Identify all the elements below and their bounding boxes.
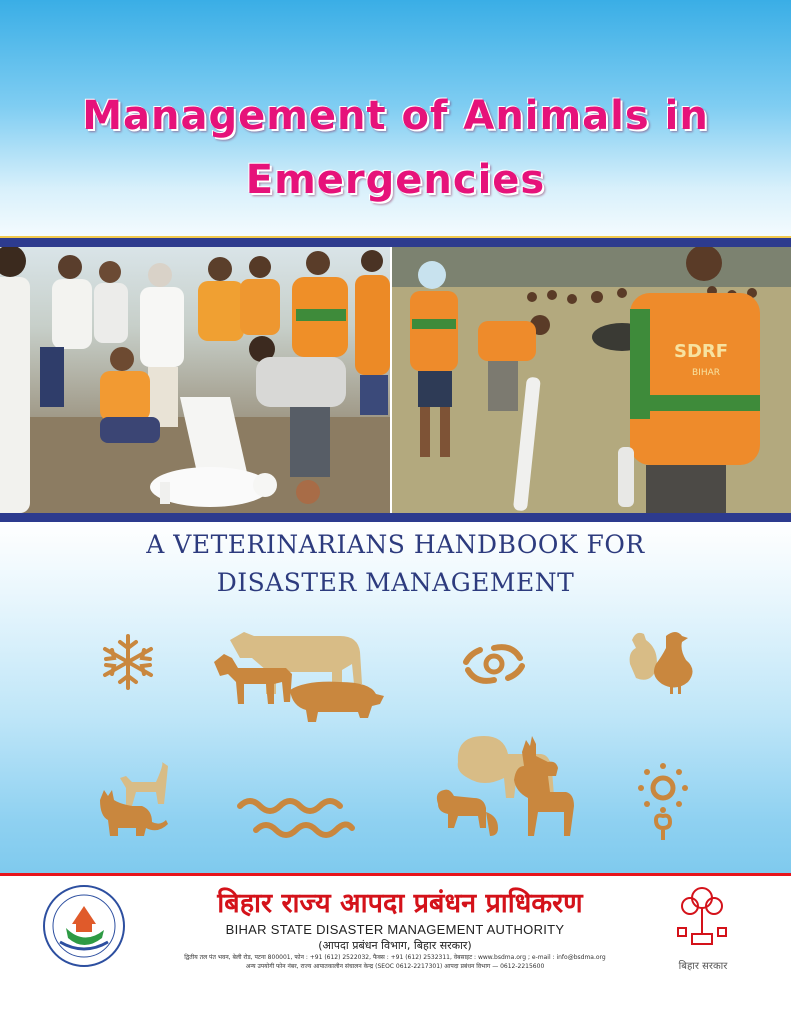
authority-name-english: BIHAR STATE DISASTER MANAGEMENT AUTHORITY <box>225 922 565 937</box>
cyclone-icon <box>458 634 530 694</box>
hen-duck-icon <box>626 626 700 696</box>
sdrf-shirt-text: SDRF <box>674 341 729 362</box>
dog-cat-icon <box>96 760 176 840</box>
government-of-bihar-label: बिहार सरकार <box>678 961 728 972</box>
lion-deer-monkey-icon <box>428 732 578 840</box>
cattle-goat-pig-icon <box>210 618 390 736</box>
volunteers-goat-photo <box>0 247 390 513</box>
sdrf-water-rescue-photo <box>392 247 791 513</box>
bottom-divider <box>0 513 791 522</box>
sun-drought-icon <box>636 762 690 842</box>
handbook-subtitle-line1: A VETERINARIANS HANDBOOK FOR <box>146 530 645 559</box>
cover-title-line2: Emergencies <box>245 157 546 203</box>
department-hindi: (आपदा प्रबंधन विभाग, बिहार सरकार) <box>318 939 472 952</box>
cover-title <box>0 84 791 212</box>
cover-title-line1: Management of Animals in <box>82 93 709 139</box>
sdrf-shirt-subtext: BIHAR <box>692 368 721 378</box>
address-line1: द्वितीय तल पंत भवन, बेली रोड, पटना 800001, फोन : +91 (612) 2522032, फैक्स : +91 (612) 2532311, वेबसाइट : www.bsdma.org ; e-mail : info@bsdma.org <box>184 954 606 961</box>
flood-waves-icon <box>236 796 356 842</box>
top-divider <box>0 238 791 247</box>
bsdma-logo <box>42 884 126 968</box>
handbook-subtitle-line2: DISASTER MANAGEMENT <box>216 568 575 597</box>
bihar-government-emblem <box>672 884 732 956</box>
authority-name-hindi: बिहार राज्य आपदा प्रबंधन प्राधिकरण <box>217 888 583 919</box>
address-line2: अन्य उपयोगी फोन नंबर, राज्य आपातकालीन संचालन केन्द्र (SEOC 0612-2217301) आपदा प्रबंधन विभाग — 0612-2215600 <box>245 963 545 970</box>
snowflake-icon <box>100 632 156 692</box>
